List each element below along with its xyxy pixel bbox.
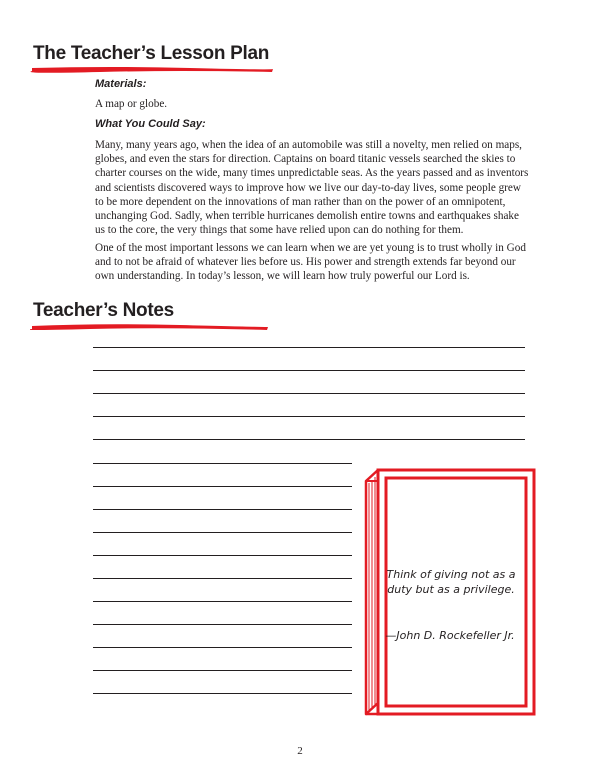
materials-text: A map or globe. xyxy=(95,98,168,110)
note-line[interactable] xyxy=(93,347,525,348)
lesson-paragraph-1: Many, many years ago, when the idea of an automobile was still a novelty, men relied on maps, globes, and even the stars for direction. Captains on board titanic vessels searched the skies to charter courses on the wide, many times unpredictable seas. As the years passed and as inventors and scientists discovered ways to improve how we live our day-to-day lives, some people grew to be more dependent on the innovations of man rather than on the power of an omnipotent, unchanging God. Sadly, when terrible hurricanes demolish entire towns and earthquakes shake us to the core, the very things that some have relied upon can do nothing for them. xyxy=(95,139,529,237)
note-line[interactable] xyxy=(93,509,352,510)
what-you-could-say-label: What You Could Say: xyxy=(95,118,206,130)
lesson-paragraph-2: One of the most important lessons we can learn when we are yet young is to trust wholly in God and to not be afraid of whatever lies before us. His power and strength extends far beyond our own understanding. In today’s lesson, we will learn how truly powerful our Lord is. xyxy=(95,242,526,283)
note-line[interactable] xyxy=(93,670,352,671)
lesson-plan-heading: The Teacher’s Lesson Plan xyxy=(33,43,270,64)
note-line[interactable] xyxy=(93,532,352,533)
note-line[interactable] xyxy=(93,416,525,417)
note-line[interactable] xyxy=(93,439,525,440)
note-line[interactable] xyxy=(93,370,525,371)
note-line[interactable] xyxy=(93,486,352,487)
note-line[interactable] xyxy=(93,393,525,394)
materials-label: Materials: xyxy=(95,78,147,90)
lesson-plan-heading-underline xyxy=(30,64,275,74)
note-line[interactable] xyxy=(93,555,352,556)
page-number: 2 xyxy=(297,745,303,757)
note-line[interactable] xyxy=(93,624,352,625)
note-line[interactable] xyxy=(93,463,352,464)
quote-text: Think of giving not as a duty but as a privilege. xyxy=(386,568,516,596)
teachers-notes-heading-underline xyxy=(30,321,270,331)
note-line[interactable] xyxy=(93,693,352,694)
quote-author: —John D. Rockefeller Jr. xyxy=(385,629,515,642)
note-line[interactable] xyxy=(93,578,352,579)
note-line[interactable] xyxy=(93,601,352,602)
teachers-notes-heading: Teacher’s Notes xyxy=(33,300,174,321)
note-line[interactable] xyxy=(93,647,352,648)
